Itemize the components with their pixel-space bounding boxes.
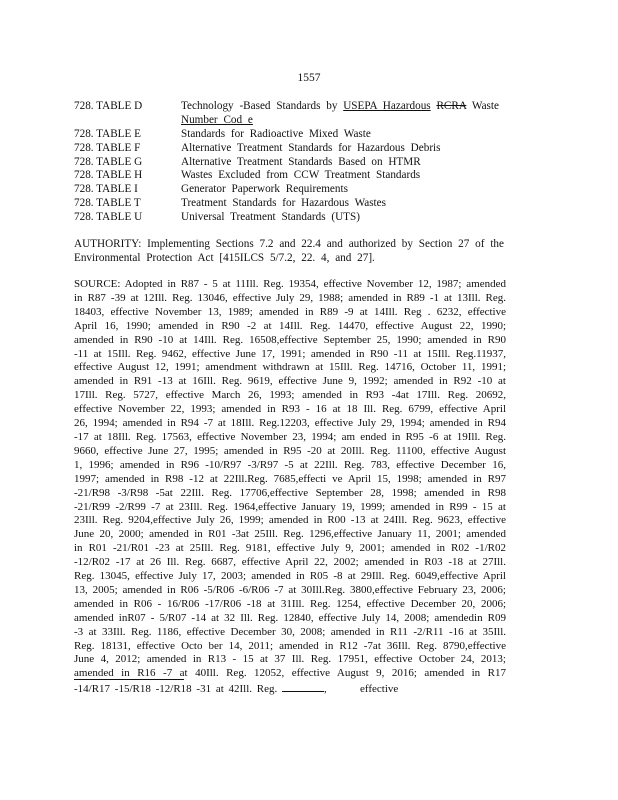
source-tail-text: effective xyxy=(360,683,399,696)
blank-line xyxy=(282,681,324,692)
source-text: SOURCE: Adopted in R87 - 5 at 11Ill. Reg. 19354, effective November 12, 1987; amended in R87 -39 at 12Ill. Reg. 13046, effective July 29, 1988; amended in R89 -1 at 13Ill. Reg. 18403, effective November 13, 1989; amended in R89 -9 at 14Ill. Reg . 6232, effective April 16, 1990; amended in R90 -2 at 14Ill. Reg. 14470, effective August 22, 1990; amended in R90 -10 at 14Ill. Reg. 16508,effective September 25, 1990; amended in R90 -11 at 15Ill. Reg. 9462, effective June 17, 1991; amended in R90 -11 at 15Ill. Reg.11937, effective August 12, 1991; amendment withdrawn at 15Ill. Reg. 14716, October 11, 1991; amended in R91 -13 at 16Ill. Reg. 9619, effective June 9, 1992; amended in R92 -10 at 17Ill. Reg. 5727, effective March 26, 1993; amended in R93 -4at 17Ill. Reg. 20692, effective November 22, 1993; amended in R93 - 16 at 18 Ill. Reg. 6799, effective April 26, 1994; amended in R94 -7 at 18Ill. Reg.12203, effective July 29, 1994; amended in R94 -17 at 18Ill. Reg. 17563, effective November 23, 1994; am ended in R95 -6 at 19Ill. Reg. 9660, effective June 27, 1995; amended in R95 -20 at 20Ill. Reg. 11100, effective August 1, 1996; amended in R96 -10/R97 -3/R97 -5 at 22Ill. Reg. 783, effective December 16, 1997; amended in R98 -12 at 22Ill.Reg. 7685,effecti ve April 15, 1998; amended in R97 -21/R98 -3/R98 -5at 22Ill. Reg. 17706,effective September 28, 1998; amended in R98 -21/R99 -2/R99 -7 at 23Ill. Reg. 1964,effective January 19, 1999; amended in R99 - 15 at 23Ill. Reg. 9204,effective July 26, 1999; amended in R00 -13 at 24Ill. Reg. 9623, effective June 20, 2000; amended in R01 -3at 25Ill. Reg. 1296,effective January 11, 2001; amended in R01 -21/R01 -23 at 25Ill. Reg. 9181, effective July 9, 2001; amended in R02 -1/R02 -12/R02 -17 at 26 Ill. Reg. 6687, effective April 22, 2002; amended in R03 -18 at 27Ill. Reg. 13045, effective July 17, 2003; amended in R05 -8 at 29Ill. Reg. 6049,effective April 13, 2005; amended in R06 -5/R06 -6/R06 -7 at 30Ill.Reg. 3800,effective February 23, 2006; amended in R06 - 16/R06 -17/R06 -18 at 31Ill. Reg. 1254, effective December 20, 2006; amended inR07 - 5/R07 -14 at 32 Ill. Reg. 12840, effective July 14, 2008; amendedin R09 -3 at 33Ill. Reg. 1186, effective December 30, 2008; amended in R11 -2/R11 -16 at 35Ill. Reg. 18131, effective Octo ber 14, 2011; amended in R12 -7at 36Ill. Reg. 8790,effective June 4, 2012; amended in R13 - 15 at 37 Ill. Reg. 17951, effective October 24, 2013; amended in R16 -7 at 40Ill. Reg. 12052, effective August 9, 2016; amended in R17 -14/R17 -15/R18 -12/R18 -31 at 42Ill. Reg. xyxy=(74,278,506,696)
toc-section-number: 728. TABLE H xyxy=(74,169,143,182)
toc-section-title: Standards for Radioactive Mixed Waste xyxy=(181,127,371,140)
authority-note: AUTHORITY: Implementing Sections 7.2 and 22.4 and authorized by Section 27 of the Environmental Protection Act [415ILCS 5/7.2, 22. 4, and 27]. xyxy=(74,238,504,264)
toc-row xyxy=(74,156,534,170)
section-table-of-contents xyxy=(74,100,534,225)
toc-section-title: Alternative Treatment Standards for Hazardous Debris xyxy=(181,141,441,154)
toc-row xyxy=(74,183,534,197)
toc-row xyxy=(74,197,534,211)
toc-row xyxy=(74,128,534,142)
deleted-text: RCRA xyxy=(436,100,467,112)
toc-section-number: 728. TABLE E xyxy=(74,127,141,140)
toc-section-title: Generator Paperwork Requirements xyxy=(181,183,348,196)
toc-row xyxy=(74,100,534,128)
toc-section-title: Wastes Excluded from CCW Treatment Standards xyxy=(181,169,421,182)
toc-section-number: 728. TABLE I xyxy=(74,183,138,196)
inserted-text: Number Cod e xyxy=(181,113,253,126)
toc-row xyxy=(74,211,534,225)
toc-section-title: Treatment Standards for Hazardous Wastes xyxy=(181,197,386,210)
source-tail-separator: , xyxy=(324,683,327,696)
page-number: 1557 xyxy=(297,72,321,84)
toc-row xyxy=(74,142,534,156)
toc-section-number: 728. TABLE F xyxy=(74,141,141,154)
toc-section-title: Universal Treatment Standards (UTS) xyxy=(181,211,360,224)
toc-section-number: 728. TABLE D xyxy=(74,100,143,112)
toc-section-number: 728. TABLE U xyxy=(74,211,143,224)
end-rule xyxy=(74,679,184,680)
toc-section-number: 728. TABLE G xyxy=(74,155,143,168)
source-note xyxy=(74,278,506,697)
toc-section-title: Technology -Based Standards by USEPA Hazardous RCRA Waste Number Cod e xyxy=(181,100,499,126)
toc-row xyxy=(74,169,534,183)
inserted-text: USEPA Hazardous xyxy=(343,100,431,112)
toc-section-number: 728. TABLE T xyxy=(74,197,141,210)
toc-section-title: Alternative Treatment Standards Based on HTMR xyxy=(181,155,421,168)
